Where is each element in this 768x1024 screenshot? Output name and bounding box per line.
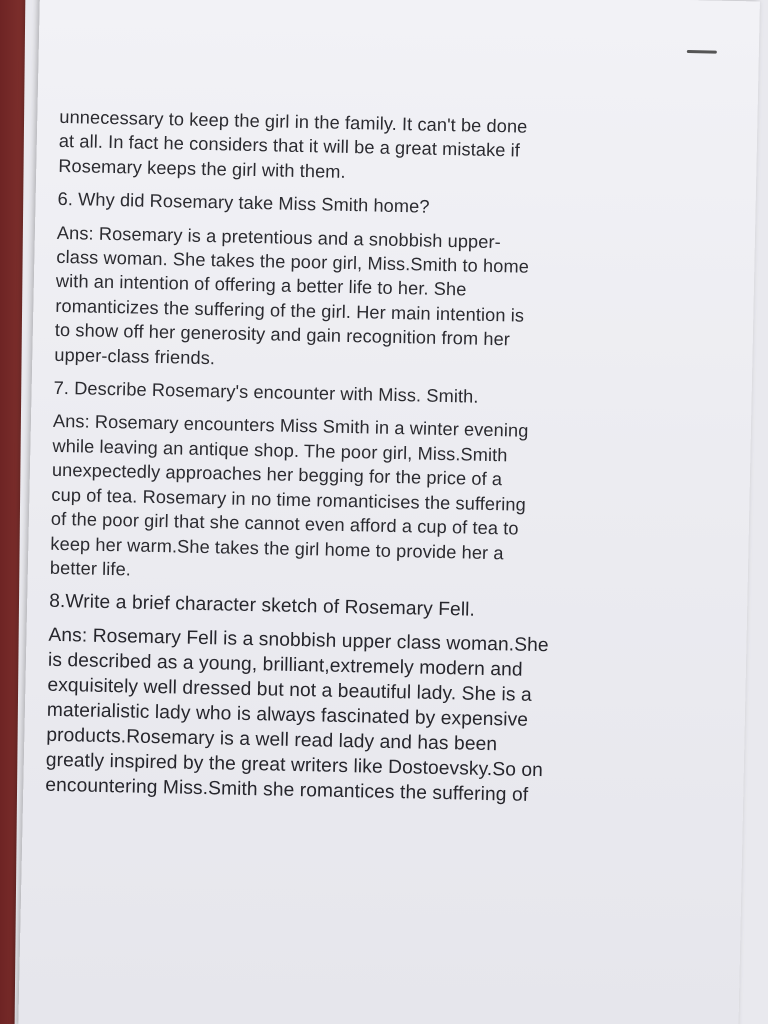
- question-7: [53, 376, 653, 413]
- question-6: [57, 187, 657, 224]
- answer-7: [50, 409, 653, 592]
- text-line: Ans: Rosemary Fell is a snobbish upper class woman.She: [48, 625, 549, 657]
- answer-6: [54, 220, 657, 379]
- text-line: is described as a young, brilliant,extremely modern and: [47, 650, 523, 682]
- text-line: greatly inspired by the great writers like Dostoevsky.So on: [45, 750, 544, 782]
- document-text: [45, 105, 660, 820]
- text-line: to show off her generosity and gain recognition from her: [54, 320, 511, 350]
- text-line: encountering Miss.Smith she romantices the suffering of: [45, 775, 529, 807]
- text-line: class woman. She takes the poor girl, Miss.Smith to home: [56, 246, 530, 277]
- text-line: unnecessary to keep the girl in the family. It can't be done: [59, 106, 528, 137]
- pen-mark: [687, 50, 717, 54]
- text-line: Ans: Rosemary encounters Miss Smith in a winter evening: [52, 411, 529, 442]
- text-line: romanticizes the suffering of the girl. Her main intention is: [55, 295, 525, 326]
- text-line: Rosemary keeps the girl with them.: [58, 155, 346, 182]
- text-line: better life.: [49, 557, 132, 580]
- text-line: of the poor girl that she cannot even afford a cup of tea to: [50, 508, 519, 539]
- text-line: Ans: Rosemary is a pretentious and a snobbish upper-: [56, 222, 502, 252]
- question-text: 6. Why did Rosemary take Miss Smith home?: [57, 189, 430, 217]
- text-line: cup of tea. Rosemary in no time romanticises the suffering: [51, 484, 527, 515]
- text-line: with an intention of offering a better life to her. She: [55, 271, 467, 300]
- text-line: materialistic lady who is always fascinated by expensive: [46, 700, 529, 732]
- question-text: 7. Describe Rosemary's encounter with Miss. Smith.: [53, 377, 479, 407]
- text-line: exquisitely well dressed but not a beautiful lady. She is a: [47, 675, 533, 707]
- text-line: unexpectedly approaches her begging for the price of a: [51, 460, 503, 490]
- question-text: 8.Write a brief character sketch of Rosemary Fell.: [48, 591, 476, 622]
- question-8: [49, 589, 649, 627]
- text-line: products.Rosemary is a well read lady and has been: [46, 725, 498, 756]
- text-line: keep her warm.She takes the girl home to provide her a: [50, 533, 504, 563]
- text-line: while leaving an antique shop. The poor girl, Miss.Smith: [52, 435, 508, 466]
- text-line: at all. In fact he considers that it will be a great mistake if: [58, 131, 521, 161]
- paper-sheet: [18, 0, 760, 1024]
- text-line: upper-class friends.: [54, 344, 216, 368]
- answer-8: [45, 623, 649, 811]
- continuation-paragraph: [58, 105, 659, 191]
